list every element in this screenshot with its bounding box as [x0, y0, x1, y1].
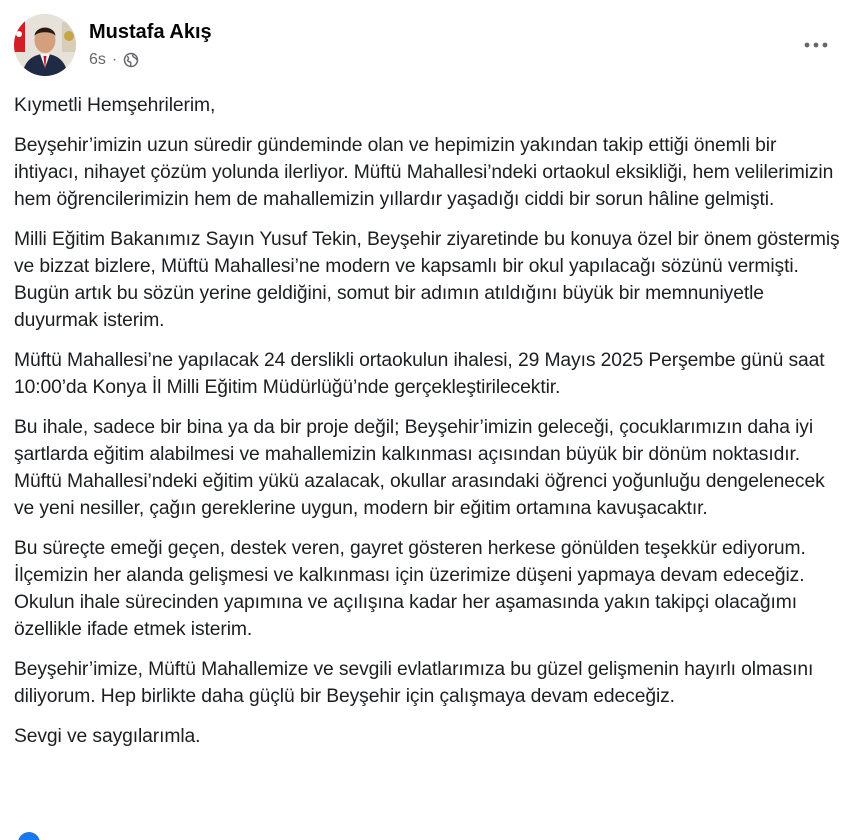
post-paragraph: Milli Eğitim Bakanımız Sayın Yusuf Tekin, Beyşehir ziyaretinde bu konuya özel bir önem göstermiş ve bizzat bizlere, Müftü Mahallesi’ne modern ve kapsamlı bir okul yapılacağı sözünü vermişti. Bugün artık bu sözün yerine geldiğini, somut bir adımın atıldığını büyük bir memnuniyetle duyurmak isterim. [14, 229, 840, 331]
post-paragraph-greeting: Kıymetli Hemşehrilerim, [14, 95, 216, 116]
like-reaction-icon[interactable] [18, 832, 40, 840]
avatar-image [14, 14, 76, 76]
author-name[interactable]: Mustafa Akış [89, 21, 212, 43]
post-header [14, 14, 836, 78]
post-body [14, 92, 840, 763]
post-paragraph-closing: Sevgi ve saygılarımla. [14, 726, 201, 747]
post-paragraph: Beyşehir’imize, Müftü Mahallemize ve sevgili evlatlarımıza bu güzel gelişmenin hayırlı olmasını diliyorum. Hep birlikte daha güçlü bir Beyşehir için çalışmaya devam edeceğiz. [14, 659, 814, 707]
post-paragraph: Bu süreçte emeği geçen, destek veren, gayret gösteren herkese gönülden teşekkür ediyorum. İlçemizin her alanda gelişmesi ve kalkınması için üzerimize düşeni yapmaya devam edeceğiz. Okulun ihale sürecinden yapımına ve açılışına kadar her aşamasında yakın takipçi olacağımı özellikle ifade etmek isterim. [14, 538, 806, 640]
globe-icon[interactable] [123, 52, 139, 68]
post-paragraph: Bu ihale, sadece bir bina ya da bir proje değil; Beyşehir’imizin geleceği, çocuklarımızın daha iyi şartlarda eğitim alabilmesi ve mahallemizin kalkınması açısından büyük bir dönüm noktasıdır. Müftü Mahallesi’ndeki eğitim yükü azalacak, okullar arasındaki öğrenci yoğunluğu dengelenecek ve yeni nesiller, çağın gereklerine uygun, modern bir eğitim ortamına kavuşacaktır. [14, 417, 825, 519]
more-options-icon[interactable] [796, 30, 836, 60]
meta-separator: · [111, 51, 118, 68]
post-time[interactable]: 6s [89, 51, 106, 68]
avatar[interactable] [14, 14, 76, 76]
post-paragraph: Müftü Mahallesi’ne yapılacak 24 derslikli ortaokulun ihalesi, 29 Mayıs 2025 Perşembe günü saat 10:00’da Konya İl Milli Eğitim Müdürlüğü’nde gerçekleştirilecektir. [14, 350, 825, 398]
post-meta [89, 50, 139, 70]
post-paragraph: Beyşehir’imizin uzun süredir gündeminde olan ve hepimizin yakından takip ettiği önemli bir ihtiyacı, nihayet çözüm yolunda ilerliyor. Müftü Mahallesi’ndeki ortaokul eksikliği, hem velilerimizin hem öğrencilerimizin hem de mahallemizin yıllardır yaşadığı ciddi bir sorun hâline gelmişti. [14, 135, 834, 210]
